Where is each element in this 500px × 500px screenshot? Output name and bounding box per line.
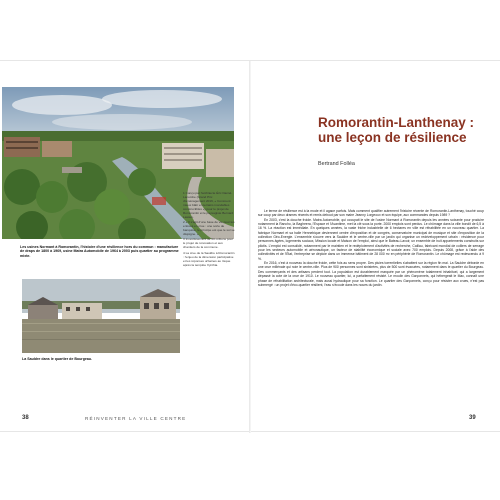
footnote-4: 4 La crue de la Sauldre à Romorantin : l'enjeu de la dimension participative et les réponses urbaines au risque après la tempête Xynthia. (183, 250, 235, 267)
flood-photo (22, 279, 180, 353)
footnote-3: 3 Investissement de 60 millions pour le projet de rénovation et aux chantiers de la commune. (183, 237, 234, 250)
footnote-1: 1 Conçu par l'architecte Éric Daniel-Lacombe (Grand Prix d'aménagement 2016, « Comment mieux bâtir en terrains inondables constructibles ») pour le projet de Romorantin et le paysagiste Bernard Lassus. (183, 191, 234, 219)
article-body (258, 209, 484, 287)
body-paragraph-3: En 2016, c'est à nouveau la douche froide, cette fois au sens propre. Des pluies torrentielles s'abattent sur la région fin mai. La Sauldre déborde en une crue millénale qui noie le centre-ville. Plus de 900 personnes sont sinistrées, plus de 500 sont évacuées, notamment dans le quartier du Bourgeau. Des commerçants et des artisans perdent tout. La population est durablement marquée par un phénomène totalement inhabituel, qui a largement dépassé la cote de la crue de 1910. Le nouveau quartier, lui, a parfaitement résisté. Le moulin des Garçonnets, qui hébergeait le Mac, connaît une phase de réhabilitation architecturale, mais aussi hydraulique pour sa fonction. Le quartier des Garçonnets, conçu pour résister aux crues, n'est pas submergé : un projet d'éco-quartier résilient, l'eau s'écoule dans les noues du jardin. (258, 261, 484, 287)
footnote-2: 2 « Il s'agit d'une base de vie pour les entrées en crue : une sorte de banquise, le principe est que le sol se disjoigne. » (183, 220, 235, 237)
body-paragraph-2: En 2003, c'est la douche froide. Matra Automobile, qui occupait le site de l'usine Normant à Romorantin depuis les années soixante pour produire notamment la Rancho, la Bagheera, l'Espace et l'Avantime, met la clé sous la porte. 2000 emplois sont perdus. Le chômage dans la ville bondit de 6,5 à 16 %. La réaction est immédiate. En quelques années, la vaste friche industrielle de 6 hectares en ville est réhabilitée en un nouveau quartier. La fabrique Normant et sa halle Hennebique deviennent centre d'exposition et de congrès, conservatoire municipal de musique et site d'exposition de la collection Géo-Energie. L'ensemble s'ouvre vers la Sauldre et le centre-ville par un jardin qui organise un redéveloppement urbain : résidence pour personnes âgées, logements sociaux, Mission locale et Maison de l'emploi, ainsi que le Bateau-Lavoir, un ensemble de huit appartements construits sur pilotis. L'emploi est consolidé, notamment par le maintien et le redéploiement d'activités de recherche, Caillau, fabricant mondial de colliers de serrage pour les secteurs automobile et aéronautique, un facteur de stabilité économique et sociale avec 700 emplois. Depuis 2008, grâce à l'aide des collectivités et de l'État, l'entreprise se déploie dans un immense bâtiment de 28 000 m² en périphérie de Romorantin. Le chômage est redescendu à 9 %. (258, 217, 484, 261)
article-title: Romorantin-Lanthenay : une leçon de résilience (318, 115, 475, 145)
page-gutter (249, 61, 251, 433)
body-paragraph-1: Le terme de résilience est à la mode et il agace parfois. Mais comment qualifier autrement l'histoire récente de Romorantin-Lanthenay, touché coup sur coup par deux drames récents et remis debout par son maire Jeanny Lorgeoux et son équipe, aux commandes depuis 1989 ? (258, 209, 484, 218)
article-author: Bertrand Folléa (318, 161, 355, 167)
footnotes (183, 191, 235, 268)
page-number-right: 39 (469, 415, 476, 421)
book-spread (0, 60, 500, 432)
photo-caption-flood: La Sauldre dans le quartier de Bourgeau. (22, 357, 93, 361)
photo-caption-main: Les usines Normant à Romorantin, l'histoire d'une résilience hors du commun : manufacture de draps de 1800 à 1969, usine Matra Automobile de 1964 à 2003 puis quartier au programme mixte. (20, 245, 179, 258)
page-number-left: 38 (22, 415, 29, 421)
flood-photo-illustration (22, 279, 180, 353)
running-head: RÉINVENTER LA VILLE CENTRE (85, 416, 187, 421)
